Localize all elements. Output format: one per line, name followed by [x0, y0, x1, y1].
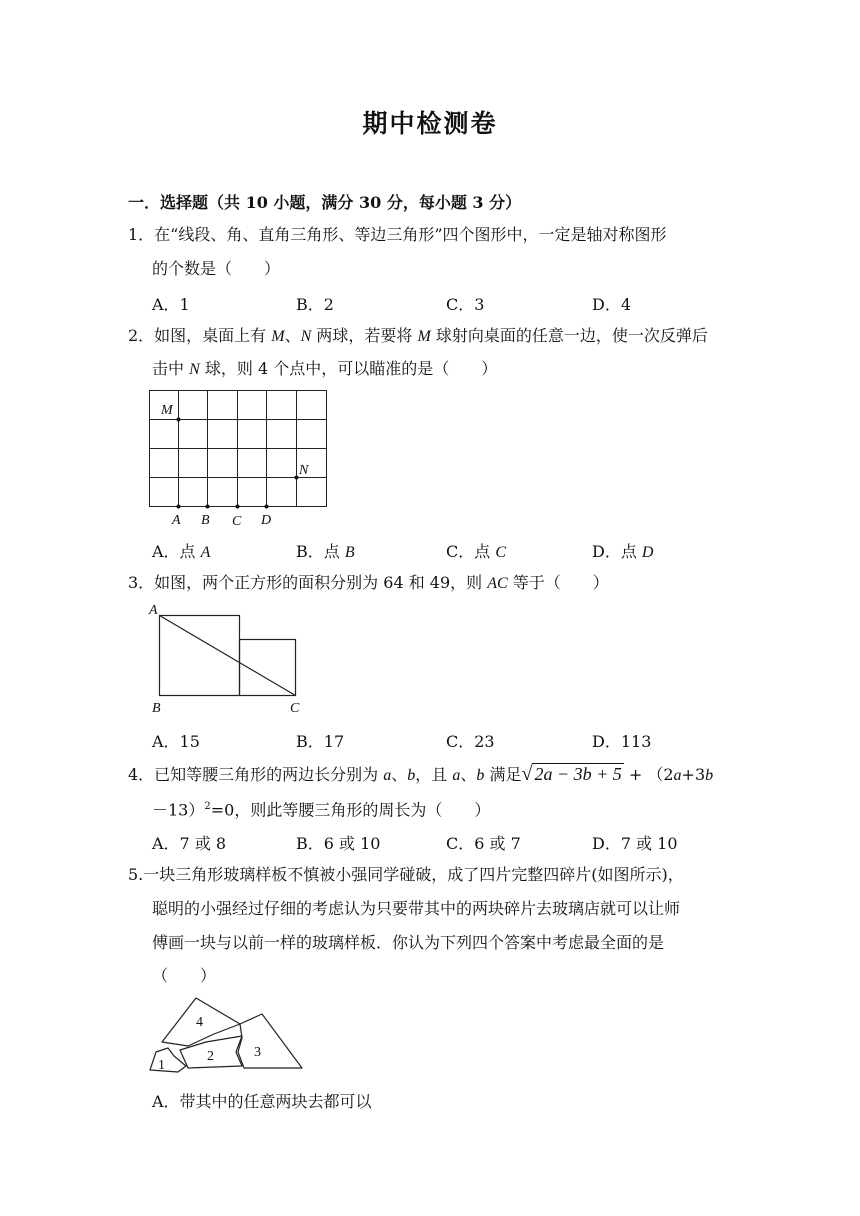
- q4-text: 4．已知等腰三角形的两边长分别为: [128, 765, 384, 784]
- q2-option-point: B: [344, 544, 355, 561]
- label-a: A: [149, 603, 158, 618]
- q4-text: －13）: [152, 800, 205, 820]
- q4-option-d: D．7 或 10: [592, 834, 678, 853]
- q5-line-2: 聪明的小强经过仔细的考虑认为只要带其中的两块碎片去玻璃店就可以让师: [152, 899, 681, 918]
- q1-line-2: 的个数是（ ）: [152, 259, 281, 278]
- q1-line-1: 1．在“线段、角、直角三角形、等边三角形”四个图形中，一定是轴对称图形: [128, 225, 667, 244]
- q3-text: 3．如图，两个正方形的面积分别为 64 和 49，则: [128, 573, 488, 592]
- q2-text: 击中: [152, 359, 190, 378]
- q1-option-a: A．1: [152, 295, 190, 314]
- label-m: M: [161, 403, 173, 418]
- q2-var-m: M: [417, 328, 431, 345]
- sqrt-expression: [522, 764, 624, 784]
- radical-sign: √: [521, 763, 533, 785]
- q2-option-prefix: A．点: [152, 542, 201, 561]
- q4-var-a: a: [673, 767, 682, 784]
- label-n: N: [299, 463, 309, 478]
- q2-var-n: N: [300, 328, 312, 345]
- q4-var-a: a: [383, 767, 392, 784]
- q4-exponent: 2: [204, 801, 211, 812]
- q3-option-a: A．15: [152, 732, 200, 751]
- q4-text: 满足: [484, 765, 522, 784]
- point-m: [177, 418, 181, 422]
- q3-line-1: [128, 573, 609, 594]
- q4-var-b: b: [476, 767, 485, 784]
- point-a: [177, 505, 181, 509]
- point-b: [206, 505, 210, 509]
- q4-text: +3: [681, 765, 706, 784]
- q2-option-c: [446, 539, 506, 562]
- q2-grid-figure: [146, 388, 332, 530]
- q5-line-1: 5.一块三角形玻璃样板不慎被小强同学碰破，成了四片完整四碎片(如图所示)，: [128, 865, 684, 884]
- q4-option-b: B．6 或 10: [296, 834, 381, 853]
- fragment-label-2: 2: [207, 1049, 214, 1064]
- q5-line-4: （ ）: [152, 966, 217, 985]
- q2-option-point: D: [641, 544, 654, 561]
- q4-text: 、: [391, 765, 408, 784]
- q2-option-prefix: B．点: [296, 542, 345, 561]
- segment-ac: [160, 616, 296, 696]
- q2-text: 2．如图，桌面上有: [128, 326, 272, 345]
- fragment-3: [238, 1014, 302, 1068]
- q2-grid: [150, 391, 327, 507]
- label-c: C: [232, 514, 242, 529]
- point-c: [236, 505, 240, 509]
- q4-option-c: C．6 或 7: [446, 834, 521, 853]
- label-d: D: [261, 513, 272, 528]
- q2-text: 两球，若要将: [311, 326, 418, 345]
- q2-option-b: [296, 539, 355, 562]
- q2-option-a: [152, 539, 210, 562]
- q2-line-1: [128, 326, 708, 347]
- q3-squares-figure: [146, 600, 312, 718]
- q3-option-b: B．17: [296, 732, 345, 751]
- q4-line-1: [128, 764, 713, 786]
- page-title: 期中检测卷: [362, 109, 498, 138]
- section-heading: 一．选择题（共 10 小题，满分 30 分，每小题 3 分）: [128, 193, 522, 212]
- q2-option-d: [592, 539, 653, 562]
- q4-text: 、: [460, 765, 477, 784]
- q4-text: （2: [647, 765, 674, 784]
- q2-text: 球，则 4 个点中，可以瞄准的是（ ）: [199, 359, 498, 378]
- fragment-label-3: 3: [254, 1045, 261, 1060]
- label-b: B: [201, 513, 210, 528]
- q3-var-ac: AC: [487, 575, 508, 592]
- q4-var-b: b: [407, 767, 416, 784]
- q4-var-b: b: [705, 767, 714, 784]
- q2-text: 球射向桌面的任意一边，使一次反弹后: [430, 326, 708, 345]
- q2-option-point: A: [200, 544, 211, 561]
- q4-text: +: [623, 765, 648, 784]
- q2-option-prefix: C．点: [446, 542, 496, 561]
- q5-line-3: 傅画一块与以前一样的玻璃样板．你认为下列四个答案中考虑最全面的是: [152, 933, 665, 952]
- label-c: C: [290, 701, 300, 716]
- fragment-label-4: 4: [196, 1015, 203, 1030]
- q4-var-a: a: [452, 767, 461, 784]
- q3-text: 等于（ ）: [507, 573, 609, 592]
- q2-option-point: C: [495, 544, 507, 561]
- label-b: B: [152, 701, 161, 716]
- q4-option-a: A．7 或 8: [152, 834, 227, 853]
- q2-var-n: N: [189, 361, 200, 378]
- q2-line-2: [152, 359, 497, 380]
- q4-text: =0，则此等腰三角形的周长为（ ）: [210, 800, 491, 820]
- fragment-label-1: 1: [158, 1058, 165, 1073]
- q5-glass-fragments-figure: [144, 990, 310, 1076]
- q2-text: 、: [284, 326, 301, 345]
- point-d: [265, 505, 269, 509]
- label-a: A: [172, 513, 181, 528]
- q1-option-c: C．3: [446, 295, 485, 314]
- q3-option-d: D．113: [592, 732, 652, 751]
- q5-option-a: A．带其中的任意两块去都可以: [152, 1092, 372, 1111]
- q4-line-2: [152, 797, 490, 820]
- q3-option-c: C．23: [446, 732, 495, 751]
- q2-var-m: M: [271, 328, 285, 345]
- point-n: [295, 476, 299, 480]
- q4-text: ，且: [415, 765, 453, 784]
- q1-option-b: B．2: [296, 295, 334, 314]
- radicand: 2a − 3b + 5: [534, 764, 622, 784]
- q1-option-d: D．4: [592, 295, 632, 314]
- q2-option-prefix: D．点: [592, 542, 642, 561]
